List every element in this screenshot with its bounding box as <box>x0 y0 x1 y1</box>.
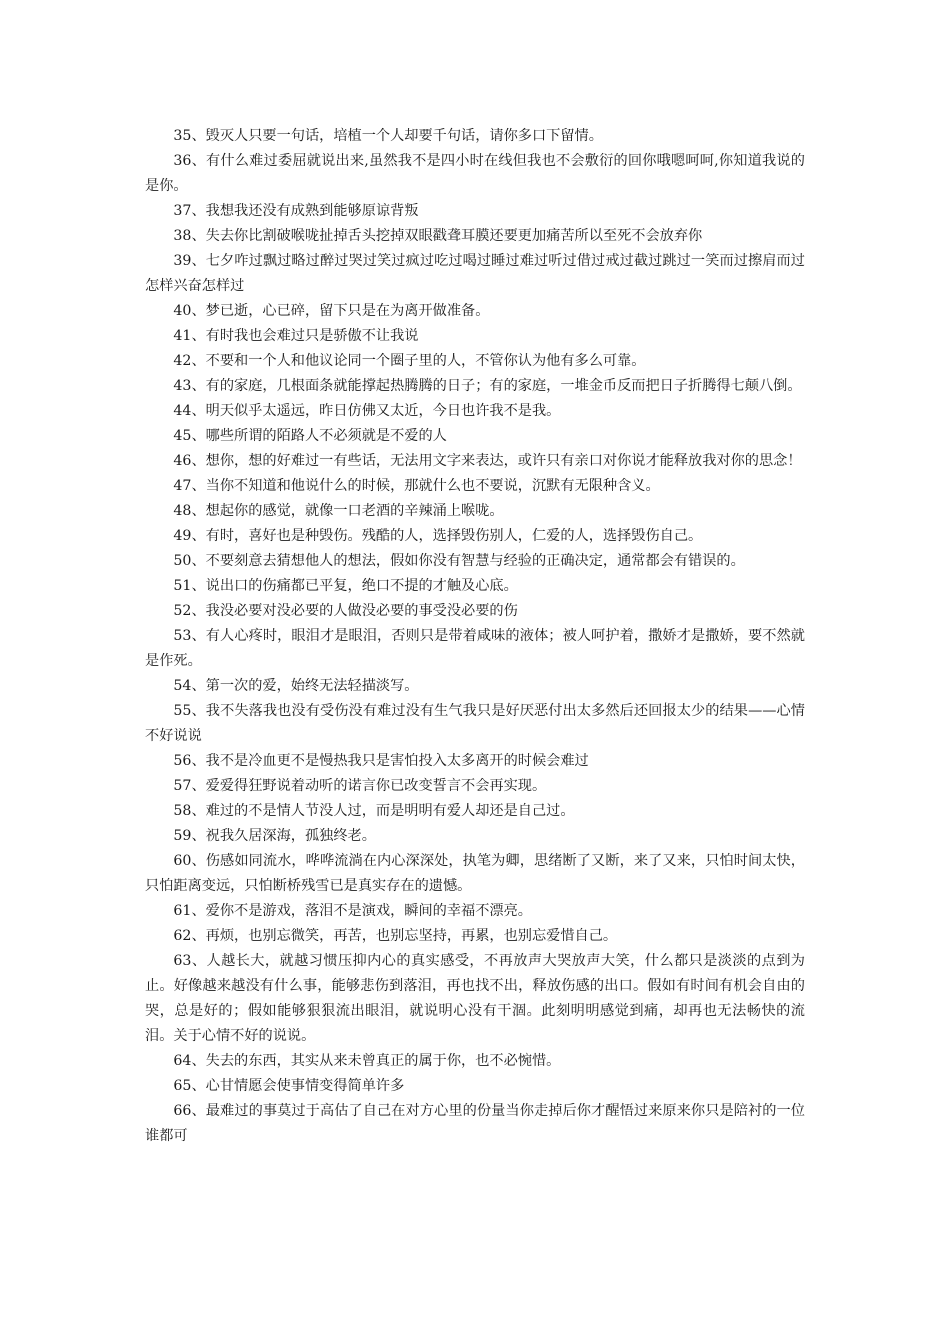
paragraph-36: 36、有什么难过委屈就说出来,虽然我不是四小时在线但我也不会敷衍的回你哦嗯呵呵,你知道我说的是你。 <box>145 153 805 194</box>
paragraph-57: 57、爱爱得狂野说着动听的诺言你已改变誓言不会再实现。 <box>173 778 547 794</box>
paragraph-47: 47、当你不知道和他说什么的时候，那就什么也不要说，沉默有无限种含义。 <box>173 478 660 494</box>
paragraph-65: 65、心甘情愿会使事情变得简单许多 <box>173 1078 405 1094</box>
paragraph-50: 50、不要刻意去猜想他人的想法，假如你没有智慧与经验的正确决定，通常都会有错误的。 <box>173 553 745 569</box>
paragraph-64: 64、失去的东西，其实从来未曾真正的属于你，也不必惋惜。 <box>173 1053 561 1069</box>
paragraph-60: 60、伤感如同流水，哗哗流淌在内心深深处，执笔为卿，思绪断了又断，来了又来，只怕时间太快，只怕距离变远，只怕断桥残雪已是真实存在的遗憾。 <box>145 853 805 894</box>
paragraph-40: 40、梦已逝，心已碎，留下只是在为离开做准备。 <box>173 303 490 319</box>
paragraph-38: 38、失去你比割破喉咙扯掉舌头挖掉双眼戳聋耳膜还要更加痛苦所以至死不会放弃你 <box>173 228 703 244</box>
paragraph-49: 49、有时，喜好也是种毁伤。残酷的人，选择毁伤别人，仁爱的人，选择毁伤自己。 <box>173 528 703 544</box>
paragraph-62: 62、再烦，也别忘微笑，再苦，也别忘坚持，再累，也别忘爱惜自己。 <box>173 928 618 944</box>
paragraph-39: 39、七夕咋过飘过略过醉过哭过笑过疯过吃过喝过睡过难过听过借过戒过截过跳过一笑而过擦肩而过怎样兴奋怎样过 <box>145 253 805 294</box>
paragraph-51: 51、说出口的伤痛都已平复，绝口不提的才触及心底。 <box>173 578 518 594</box>
document-body <box>145 124 805 1149</box>
paragraph-41: 41、有时我也会难过只是骄傲不让我说 <box>173 328 419 344</box>
paragraph-58: 58、难过的不是情人节没人过，而是明明有爱人却还是自己过。 <box>173 803 575 819</box>
paragraph-45: 45、哪些所谓的陌路人不必须就是不爱的人 <box>173 428 447 444</box>
paragraph-43: 43、有的家庭，几根面条就能撑起热腾腾的日子；有的家庭，一堆金币反而把日子折腾得七颠八倒。 <box>173 378 802 394</box>
paragraph-42: 42、不要和一个人和他议论同一个圈子里的人，不管你认为他有多么可靠。 <box>173 353 646 369</box>
paragraph-54: 54、第一次的爱，始终无法轻描淡写。 <box>173 678 419 694</box>
paragraph-48: 48、想起你的感觉，就像一口老酒的辛辣涌上喉咙。 <box>173 503 504 519</box>
paragraph-55: 55、我不失落我也没有受伤没有难过没有生气我只是好厌恶付出太多然后还回报太少的结果——心情不好说说 <box>145 703 805 744</box>
paragraph-53: 53、有人心疼时，眼泪才是眼泪，否则只是带着咸味的液体；被人呵护着，撒娇才是撒娇，要不然就是作死。 <box>145 628 805 669</box>
paragraph-59: 59、祝我久居深海，孤独终老。 <box>173 828 376 844</box>
paragraph-56: 56、我不是冷血更不是慢热我只是害怕投入太多离开的时候会难过 <box>173 753 589 769</box>
paragraph-46: 46、想你，想的好难过一有些话，无法用文字来表达，或许只有亲口对你说才能释放我对你的思念！ <box>173 453 802 469</box>
paragraph-66: 66、最难过的事莫过于高估了自己在对方心里的份量当你走掉后你才醒悟过来原来你只是陪衬的一位谁都可 <box>145 1103 805 1144</box>
paragraph-37: 37、我想我还没有成熟到能够原谅背叛 <box>173 203 419 219</box>
paragraph-63: 63、人越长大，就越习惯压抑内心的真实感受，不再放声大哭放声大笑，什么都只是淡淡的点到为止。好像越来越没有什么事，能够悲伤到落泪，再也找不出，释放伤感的出口。假如有时间有机会自由的哭，总是好的；假如能够狠狠流出眼泪，就说明心没有干涸。此刻明明感觉到痛，却再也无法畅快的流泪。关于心情不好的说说。 <box>145 953 805 1044</box>
paragraph-61: 61、爱你不是游戏，落泪不是演戏，瞬间的幸福不漂亮。 <box>173 903 532 919</box>
paragraph-44: 44、明天似乎太遥远，昨日仿佛又太近，今日也许我不是我。 <box>173 403 561 419</box>
paragraph-35: 35、毁灭人只要一句话，培植一个人却要千句话，请你多口下留情。 <box>173 128 603 144</box>
paragraph-52: 52、我没必要对没必要的人做没必要的事受没必要的伤 <box>173 603 518 619</box>
